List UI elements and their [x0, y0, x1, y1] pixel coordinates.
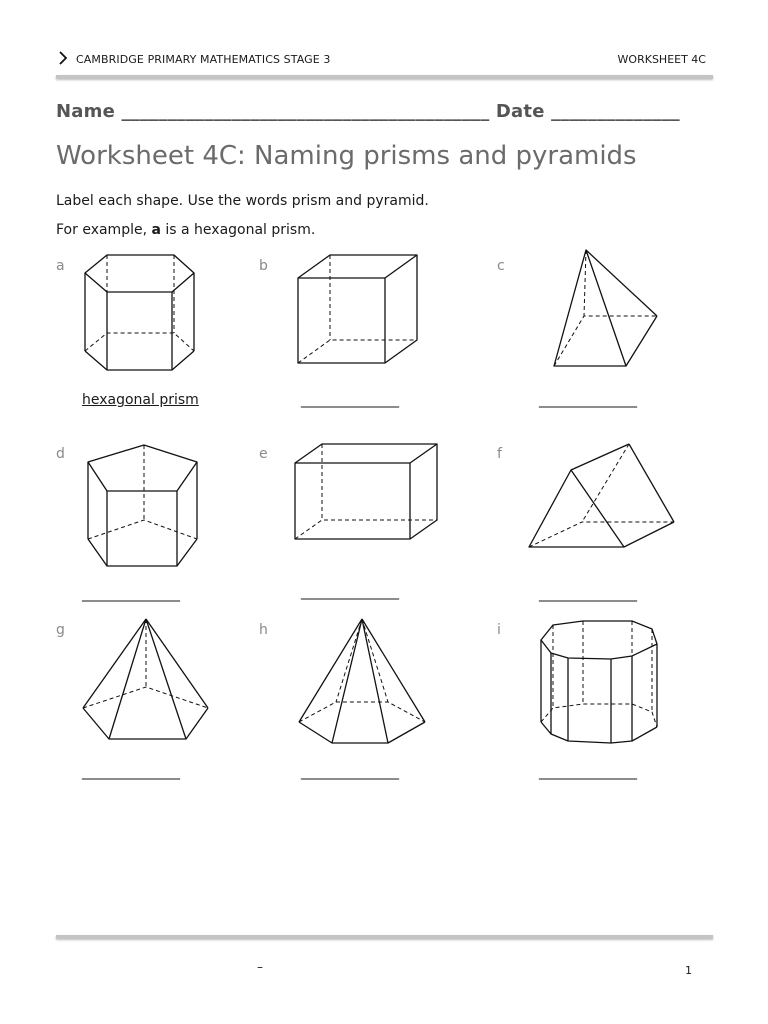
answer-h: ______________ — [301, 764, 399, 780]
answer-a: hexagonal prism — [82, 392, 199, 408]
item-letter-g: g — [56, 622, 65, 638]
hexagonal-prism-icon — [80, 250, 210, 380]
item-letter-a: a — [56, 258, 65, 274]
example-text: For example, a is a hexagonal prism. — [56, 222, 316, 238]
answer-d: ______________ — [82, 586, 180, 602]
item-letter-h: h — [259, 622, 268, 638]
cube-icon — [293, 250, 425, 368]
chevron-right-icon — [58, 50, 68, 66]
answer-e: ______________ — [301, 584, 399, 600]
item-letter-b: b — [259, 258, 268, 274]
item-letter-f: f — [497, 446, 502, 462]
pentagonal-pyramid-icon — [80, 616, 212, 744]
instruction-text: Label each shape. Use the words prism and pyramid. — [56, 193, 429, 209]
triangular-prism-icon — [526, 440, 678, 552]
answer-i: ______________ — [539, 764, 637, 780]
footer-dash: – — [257, 960, 263, 974]
page-number: 1 — [685, 964, 692, 977]
item-letter-e: e — [259, 446, 268, 462]
item-letter-i: i — [497, 622, 501, 638]
answer-f: ______________ — [539, 586, 637, 602]
answer-g: ______________ — [82, 764, 180, 780]
pentagonal-prism-icon — [80, 440, 204, 572]
answer-b: ______________ — [301, 392, 399, 408]
footer-divider — [56, 935, 713, 939]
page-title: Worksheet 4C: Naming prisms and pyramids — [56, 141, 637, 171]
octagonal-prism-icon — [536, 616, 662, 750]
header-divider — [56, 75, 713, 79]
square-pyramid-icon — [550, 246, 662, 372]
example-letter: a — [151, 222, 161, 238]
item-letter-c: c — [497, 258, 505, 274]
hexagonal-pyramid-icon — [294, 614, 430, 748]
name-date-line: Name ________________________________________ Date ______________ — [56, 101, 680, 122]
cuboid-icon — [291, 440, 441, 544]
header-worksheet-id: WORKSHEET 4C — [617, 53, 706, 66]
header-series-title: CAMBRIDGE PRIMARY MATHEMATICS STAGE 3 — [76, 53, 331, 66]
answer-c: ______________ — [539, 392, 637, 408]
item-letter-d: d — [56, 446, 65, 462]
